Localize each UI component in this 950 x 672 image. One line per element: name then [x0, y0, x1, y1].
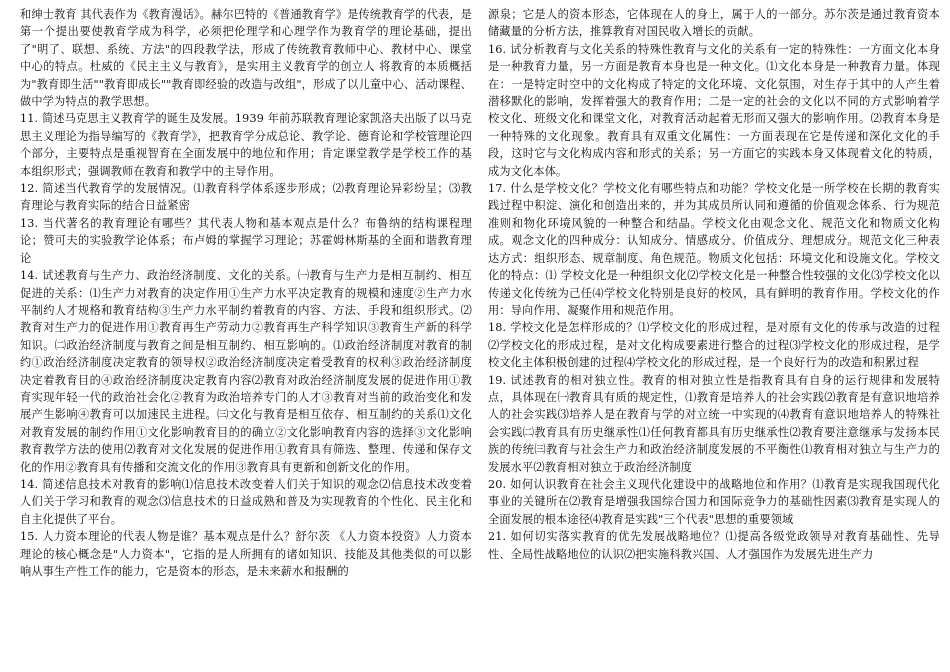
right-column [488, 6, 940, 670]
paragraph-17: 17. 什么是学校文化？学校文化有哪些特点和功能？学校文化是一所学校在长期的教育实践过程中积淀、演化和创造出来的，并为其成员所认同和遵循的价值观念体系、行为规范准则和物化环境风貌的一种整合和结晶。学校文化由观念文化、规范文化和物质文化构成。观念文化的四种成分：认知成分、情感成分、价值成分、理想成分。规范文化三种表达方式：组织形态、规章制度、角色规范。物质文化包括：环境文化和设施文化。学校文化的特点：⑴ 学校文化是一种组织文化⑵学校文化是一种整合性较强的文化⑶学校文化以传递文化传统为己任⑷学校文化特别是良好的校风，具有鲜明的教育作用。学校文化的作用：导向作用、凝聚作用和规范作用。 [488, 182, 940, 317]
paragraph-16: 16. 试分析教育与文化关系的特殊性教育与文化的关系有一定的特殊性：一方面文化本身是一种教育力量，另一方面是教育本身也是一种文化。⑴文化本身是一种教育力量。体现在：一是特定时空中的文化构成了特定的文化环境、文化氛围，对生存于其中的人产生着潜移默化的影响，发挥着强大的教育作用；二是一定的社会的文化以不同的方式影响着学校文化、班级文化和课堂文化，对教育活动起着无形而又强大的影响作用。⑵教育本身是一种特殊的文化现象。教育具有双重文化属性：一方面表现在它是传递和深化文化的手段，这时它与文化构成内容和形式的关系；另一方面它的实践本身又体现着文化的特质，成为文化本体。 [488, 42, 940, 178]
paragraph-21: 21. 如何切实落实教育的优先发展战略地位？⑴提高各级党政领导对教育基础性、先导性、全局性战略地位的认识⑵把实施科教兴国、人才强国作为发展先进生产力 [488, 530, 940, 561]
paragraph-12: 12. 简述当代教育学的发展情况。⑴教育科学体系逐步形成；⑵教育理论异彩纷呈；⑶教育理论与教育实际的结合日益紧密 [20, 182, 472, 213]
paragraph-18: 18. 学校文化是怎样形成的？⑴学校文化的形成过程，是对原有文化的传承与改造的过程⑵学校文化的形成过程，是对文化构成要素进行整合的过程⑶学校文化的形成过程，是学校文化主体积极创建的过程⑷学校文化的形成过程，是一个良好行为的改造和积累过程 [488, 321, 940, 370]
left-column [20, 6, 472, 670]
paragraph-20: 20. 如何认识教育在社会主义现代化建设中的战略地位和作用？⑴教育是实现我国现代化事业的关键所在⑵教育是增强我国综合国力和国际竞争力的基础性因素⑶教育是实现人的全面发展的根本途径⑷教育是实践"三个代表"思想的重要领域 [488, 477, 940, 526]
paragraph-14-economy: 14. 试述教育与生产力、政治经济制度、文化的关系。㈠教育与生产力是相互制约、相互促进的关系：⑴生产力对教育的决定作用①生产力水平决定教育的规模和速度②生产力水平制约人才规格和教育结构③生产力水平制约着教育的内容、方法、手段和组织形式。⑵教育对生产力的促进作用①教育再生产劳动力②教育再生产科学知识③教育生产新的科学知识。㈡政治经济制度与教育之间是相互制约、相互影响的。⑴政治经济制度对教育的制约①政治经济制度决定教育的领导权②政治经济制度决定着受教育的权利③政治经济制度决定着教育目的④政治经济制度决定教育内容⑵教育对政治经济制度发展的促进作用①教育实现年轻一代的政治社会化②教育为政治培养专门的人才③教育对当前的政治变化和发展产生影响④教育可以加速民主进程。㈢文化与教育是相互依存、相互制约的关系⑴文化对教育发展的制约作用①文化影响教育目的的确立②文化影响教育内容的选择③文化影响教育教学方法的使用⑵教育对文化发展的促进作用①教育具有筛选、整理、传递和保存文化的作用②教育具有传播和交流文化的作用③教育具有更新和创新文化的作用。 [20, 269, 472, 474]
paragraph-13: 13. 当代著名的教育理论有哪些？其代表人物和基本观点是什么？布鲁纳的结构课程理论；赞可夫的实验教学论体系；布卢姆的掌握学习理论；苏霍姆林斯基的全面和谐教育理论 [20, 216, 472, 265]
paragraph-15-continued: 源泉；它是人的资本形态，它体现在人的身上，属于人的一部分。苏尔茨是通过教育资本储藏量的分析方法，推算教育对国民收入增长的贡献。 [488, 8, 940, 39]
paragraph-19: 19. 试述教育的相对独立性。教育的相对独立性是指教育具有自身的运行规律和发展特点，具体现在㈠教育具有质的规定性，⑴教育是培养人的社会实践⑵教育是有意识地培养人的社会实践⑶培养人是在教育与学的对立统一中实现的⑷教育有意识地培养人的特殊社会实践㈡教育具有历史继承性⑴任何教育都具有历史继承性⑵教育要注意继承与发扬本民族的传统㈢教育与社会生产力和政治经济制度发展的不平衡性⑴教育相对独立与生产力的发展水平⑵教育相对独立于政治经济制度 [488, 373, 940, 474]
paragraph-10-continued: 和绅士教育 其代表作为《教育漫话》。赫尔巴特的《普通教育学》是传统教育学的代表，是第一个提出要使教育学成为科学，必须把伦理学和心理学作为教育学的理论基础，提出了"明了、联想、系统、方法"的四段教学法，形成了传统教育教师中心、教材中心、课堂中心的特点。杜威的《民主主义与教育》，是实用主义教育学的创立人 将教育的本质概括为"教育即生活""教育即成长""教育即经验的改造与改组"，形成了以儿童中心、活动课程、做中学为特点的教学思想。 [20, 8, 472, 109]
paragraph-11: 11. 简述马克思主义教育学的诞生及发展。1939 年前苏联教育理论家凯洛夫出版了以马克思主义理论为指导编写的《教育学》，把教育学分成总论、教学论、德育论和学校管理论四个部分，主要特点是重视智育在全面发展中的地位和作用；肯定课堂教学是学校工作的基本组织形式；强调教师在教育和教学中的主导作用。 [20, 112, 472, 178]
paragraph-14-technology: 14. 简述信息技术对教育的影响⑴信息技术改变着人们关于知识的观念⑵信息技术改变着人们关于学习和教育的观念⑶信息技术的日益成熟和普及为实现教育的个性化、民主化和自主化提供了平台。 [20, 477, 472, 526]
paragraph-15: 15. 人力资本理论的代表人物是谁？基本观点是什么？舒尔茨 《人力资本投资》人力资本理论的核心概念是"人力资本"，它指的是人所拥有的诸如知识、技能及其他类似的可以影响从事生产性工作的能力，它是资本的形态，是未来薪水和报酬的 [20, 530, 472, 578]
